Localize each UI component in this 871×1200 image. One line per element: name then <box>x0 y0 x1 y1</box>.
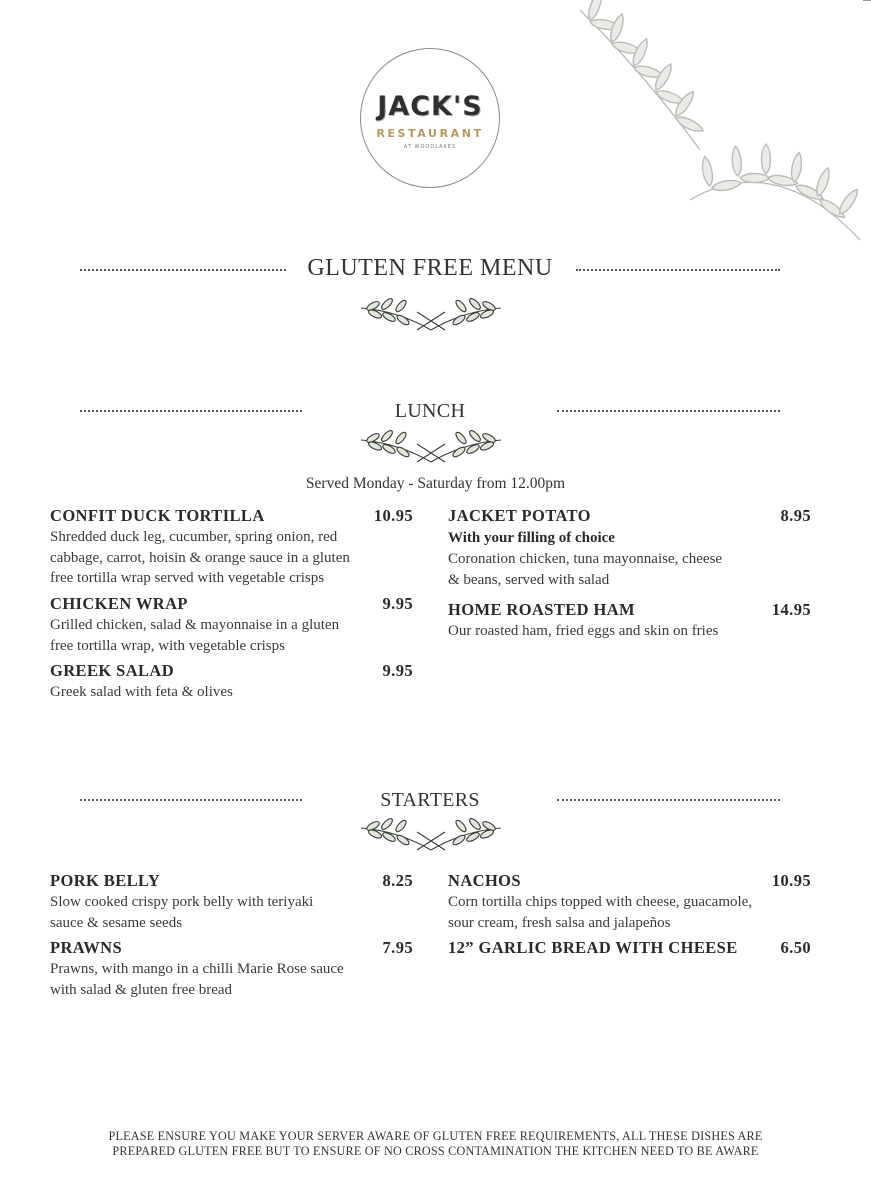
menu-item-name: 12” GARLIC BREAD WITH CHEESE <box>448 938 738 957</box>
menu-item-header <box>50 660 413 682</box>
menu-item-name: PRAWNS <box>50 938 123 957</box>
menu-item-name: CHICKEN WRAP <box>50 594 188 613</box>
lunch-served-times: Served Monday - Saturday from 12.00pm <box>305 475 566 492</box>
starters-dots-left <box>80 799 302 801</box>
menu-item <box>448 599 811 642</box>
lunch-heading: LUNCH <box>394 400 466 422</box>
menu-item-description: Slow cooked crispy pork belly with teriyaki <box>50 894 314 910</box>
menu-item-description: Our roasted ham, fried eggs and skin on fries <box>448 623 719 639</box>
menu-item-description: with salad & gluten free bread <box>50 981 233 998</box>
logo-name: JACK'S <box>377 91 483 122</box>
menu-item-description: cabbage, carrot, hoisin & orange sauce in a gluten <box>50 549 350 566</box>
menu-item <box>50 505 413 589</box>
menu-item-price: 10.95 <box>373 506 413 525</box>
menu-item-name: JACKET POTATO <box>448 506 591 525</box>
lunch-dots-left <box>80 410 302 412</box>
menu-item-description: free tortilla wrap, with vegetable crisps <box>50 637 285 654</box>
title-dots-left <box>80 269 286 271</box>
menu-item-description: sour cream, fresh salsa and jalapeños <box>448 914 671 931</box>
menu-item-header <box>50 505 413 527</box>
menu-item-description: Prawns, with mango in a chilli Marie Rose sauce <box>50 961 344 977</box>
menu-item <box>448 505 811 590</box>
menu-item-description: Grilled chicken, salad & mayonnaise in a gluten <box>50 617 340 633</box>
menu-item-header <box>448 937 811 959</box>
menu-item-header <box>50 593 413 615</box>
logo-location: AT WOODLAKES <box>403 144 457 150</box>
menu-item-price: 8.25 <box>382 871 413 890</box>
menu-item-price: 10.95 <box>771 871 811 890</box>
title-dots-right <box>576 269 780 271</box>
menu-item <box>50 660 413 703</box>
starters-heading: STARTERS <box>380 789 480 811</box>
menu-item-price: 9.95 <box>382 594 413 613</box>
menu-item <box>50 870 413 933</box>
laurel-divider-icon <box>359 810 503 854</box>
allergen-notice-line: PREPARED GLUTEN FREE BUT TO ENSURE OF NO CROSS CONTAMINATION THE KITCHEN NEED TO BE AWARE <box>112 1143 759 1158</box>
menu-item <box>50 937 413 1000</box>
menu-item-name: GREEK SALAD <box>50 661 175 680</box>
laurel-divider-icon <box>359 422 503 466</box>
menu-item-description: Greek salad with feta & olives <box>50 684 233 700</box>
menu-item-name: PORK BELLY <box>50 871 161 890</box>
menu-item-header <box>50 937 413 959</box>
logo-subtitle: RESTAURANT <box>376 127 484 140</box>
lunch-dots-right <box>557 410 780 412</box>
menu-item-price: 6.50 <box>780 938 811 957</box>
menu-item-header <box>50 870 413 892</box>
menu-item <box>50 593 413 656</box>
allergen-notice <box>0 1129 871 1158</box>
menu-item-subtitle: With your filling of choice <box>448 530 615 546</box>
menu-item-name: CONFIT DUCK TORTILLA <box>50 506 265 525</box>
menu-item-description: sauce & sesame seeds <box>50 914 183 931</box>
menu-item-description: Coronation chicken, tuna mayonnaise, cheese <box>448 551 723 567</box>
menu-item-header <box>448 599 811 621</box>
menu-item-price: 8.95 <box>780 506 811 525</box>
menu-item-name: NACHOS <box>448 871 521 890</box>
menu-item-price: 9.95 <box>382 661 413 680</box>
allergen-notice-line: PLEASE ENSURE YOU MAKE YOUR SERVER AWARE OF GLUTEN FREE REQUIREMENTS, ALL THESE DISHES ARE <box>108 1129 763 1143</box>
menu-item-header <box>448 870 811 892</box>
menu-item-price: 7.95 <box>382 938 413 957</box>
menu-item-name: HOME ROASTED HAM <box>448 600 635 619</box>
menu-item-description: & beans, served with salad <box>448 571 610 588</box>
restaurant-logo <box>360 48 500 188</box>
starters-dots-right <box>557 799 780 801</box>
menu-item-header <box>448 505 811 527</box>
menu-title: GLUTEN FREE MENU <box>307 255 553 281</box>
menu-item <box>448 937 811 959</box>
menu-item-price: 14.95 <box>771 600 811 619</box>
menu-item-description: Corn tortilla chips topped with cheese, guacamole, <box>448 894 753 910</box>
laurel-divider-icon <box>359 290 503 334</box>
menu-item-description: free tortilla wrap served with vegetable crisps <box>50 570 325 586</box>
menu-item-description: Shredded duck leg, cucumber, spring onion, red <box>50 529 338 545</box>
olive-branch-decoration-icon <box>560 0 871 270</box>
menu-item <box>448 870 811 933</box>
